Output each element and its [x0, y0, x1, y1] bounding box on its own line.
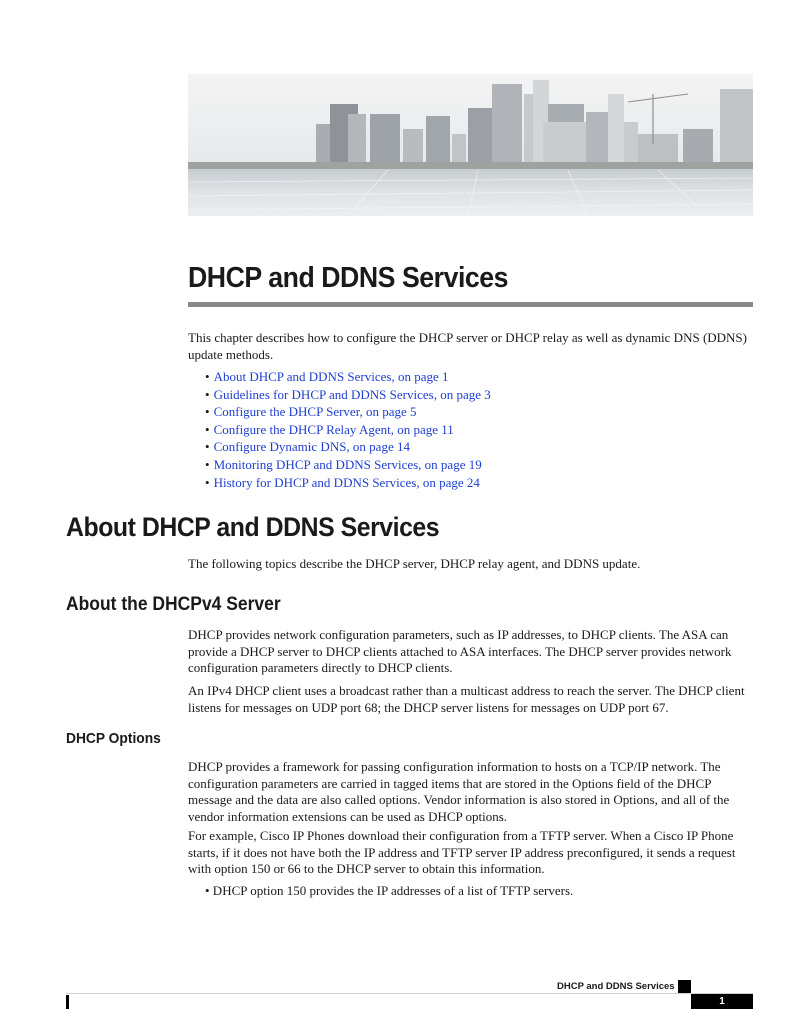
- toc-link-about[interactable]: About DHCP and DDNS Services, on page 1: [213, 369, 449, 384]
- page-number: 1: [691, 994, 753, 1009]
- toc-link-guidelines[interactable]: Guidelines for DHCP and DDNS Services, on page 3: [213, 386, 491, 402]
- toc-bullet: •: [205, 369, 210, 384]
- section-heading-about: About DHCP and DDNS Services: [66, 512, 440, 542]
- options-paragraph-1: DHCP provides a framework for passing configuration information to hosts on a TCP/IP network. The configuration parameters are carried in tagged items that are stored in the Options field of the DHCP message and the data are also called options. Vendor information is also stored in Options, and all of the vendor information extensions can be used as DHCP options.: [188, 759, 730, 824]
- toc-bullet: •: [205, 386, 210, 402]
- section-heading-dhcpv4-server: About the DHCPv4 Server: [66, 594, 281, 615]
- toc-bullet: •: [205, 474, 210, 490]
- chapter-toc: [205, 368, 491, 491]
- server-paragraph-2: An IPv4 DHCP client uses a broadcast rather than a multicast address to reach the server. The DHCP client listens for messages on UDP port 68; the DHCP server listens for messages on UDP port 67.: [188, 683, 745, 715]
- section-about-text: The following topics describe the DHCP server, DHCP relay agent, and DDNS update.: [188, 556, 641, 571]
- toc-item[interactable]: [205, 386, 491, 404]
- options-bullet-150: • DHCP option 150 provides the IP addresses of a list of TFTP servers.: [205, 883, 574, 898]
- toc-link-monitoring[interactable]: Monitoring DHCP and DDNS Services, on page 19: [213, 456, 482, 472]
- toc-item[interactable]: [205, 438, 491, 456]
- toc-item[interactable]: [205, 368, 491, 386]
- toc-item[interactable]: [205, 474, 491, 492]
- toc-item[interactable]: [205, 403, 491, 421]
- toc-bullet: •: [205, 439, 210, 455]
- toc-item[interactable]: [205, 456, 491, 474]
- toc-bullet: •: [205, 404, 210, 420]
- footer-marker: [678, 980, 691, 993]
- toc-bullet: •: [205, 421, 210, 437]
- toc-link-history[interactable]: History for DHCP and DDNS Services, on page 24: [213, 474, 480, 490]
- server-paragraph-1: DHCP provides network configuration parameters, such as IP addresses, to DHCP clients. The ASA can provide a DHCP server to DHCP clients attached to ASA interfaces. The DHCP server provides network configuration parameters directly to DHCP clients.: [188, 627, 732, 675]
- toc-link-configure-relay[interactable]: Configure the DHCP Relay Agent, on page 11: [213, 421, 454, 437]
- footer-left-marker: [66, 995, 69, 1009]
- title-rule: [188, 302, 753, 307]
- section-heading-dhcp-options: DHCP Options: [66, 730, 161, 747]
- toc-item[interactable]: [205, 421, 491, 439]
- toc-link-dynamic-dns[interactable]: Configure Dynamic DNS, on page 14: [213, 439, 410, 455]
- footer-chapter-label: DHCP and DDNS Services: [557, 981, 675, 992]
- banner-image: [188, 74, 753, 216]
- toc-bullet: •: [205, 456, 210, 472]
- chapter-title: DHCP and DDNS Services: [188, 262, 509, 294]
- options-paragraph-2: For example, Cisco IP Phones download their configuration from a TFTP server. When a Cisco IP Phone starts, if it does not have both the IP address and TFTP server IP address preconfigured, it sends a request with option 150 or 66 to the DHCP server to obtain this information.: [188, 828, 736, 876]
- chapter-intro: This chapter describes how to configure the DHCP server or DHCP relay as well as dynamic DNS (DDNS) update methods.: [188, 330, 747, 362]
- toc-link-configure-server[interactable]: Configure the DHCP Server, on page 5: [213, 404, 417, 420]
- footer-rule: [66, 993, 753, 994]
